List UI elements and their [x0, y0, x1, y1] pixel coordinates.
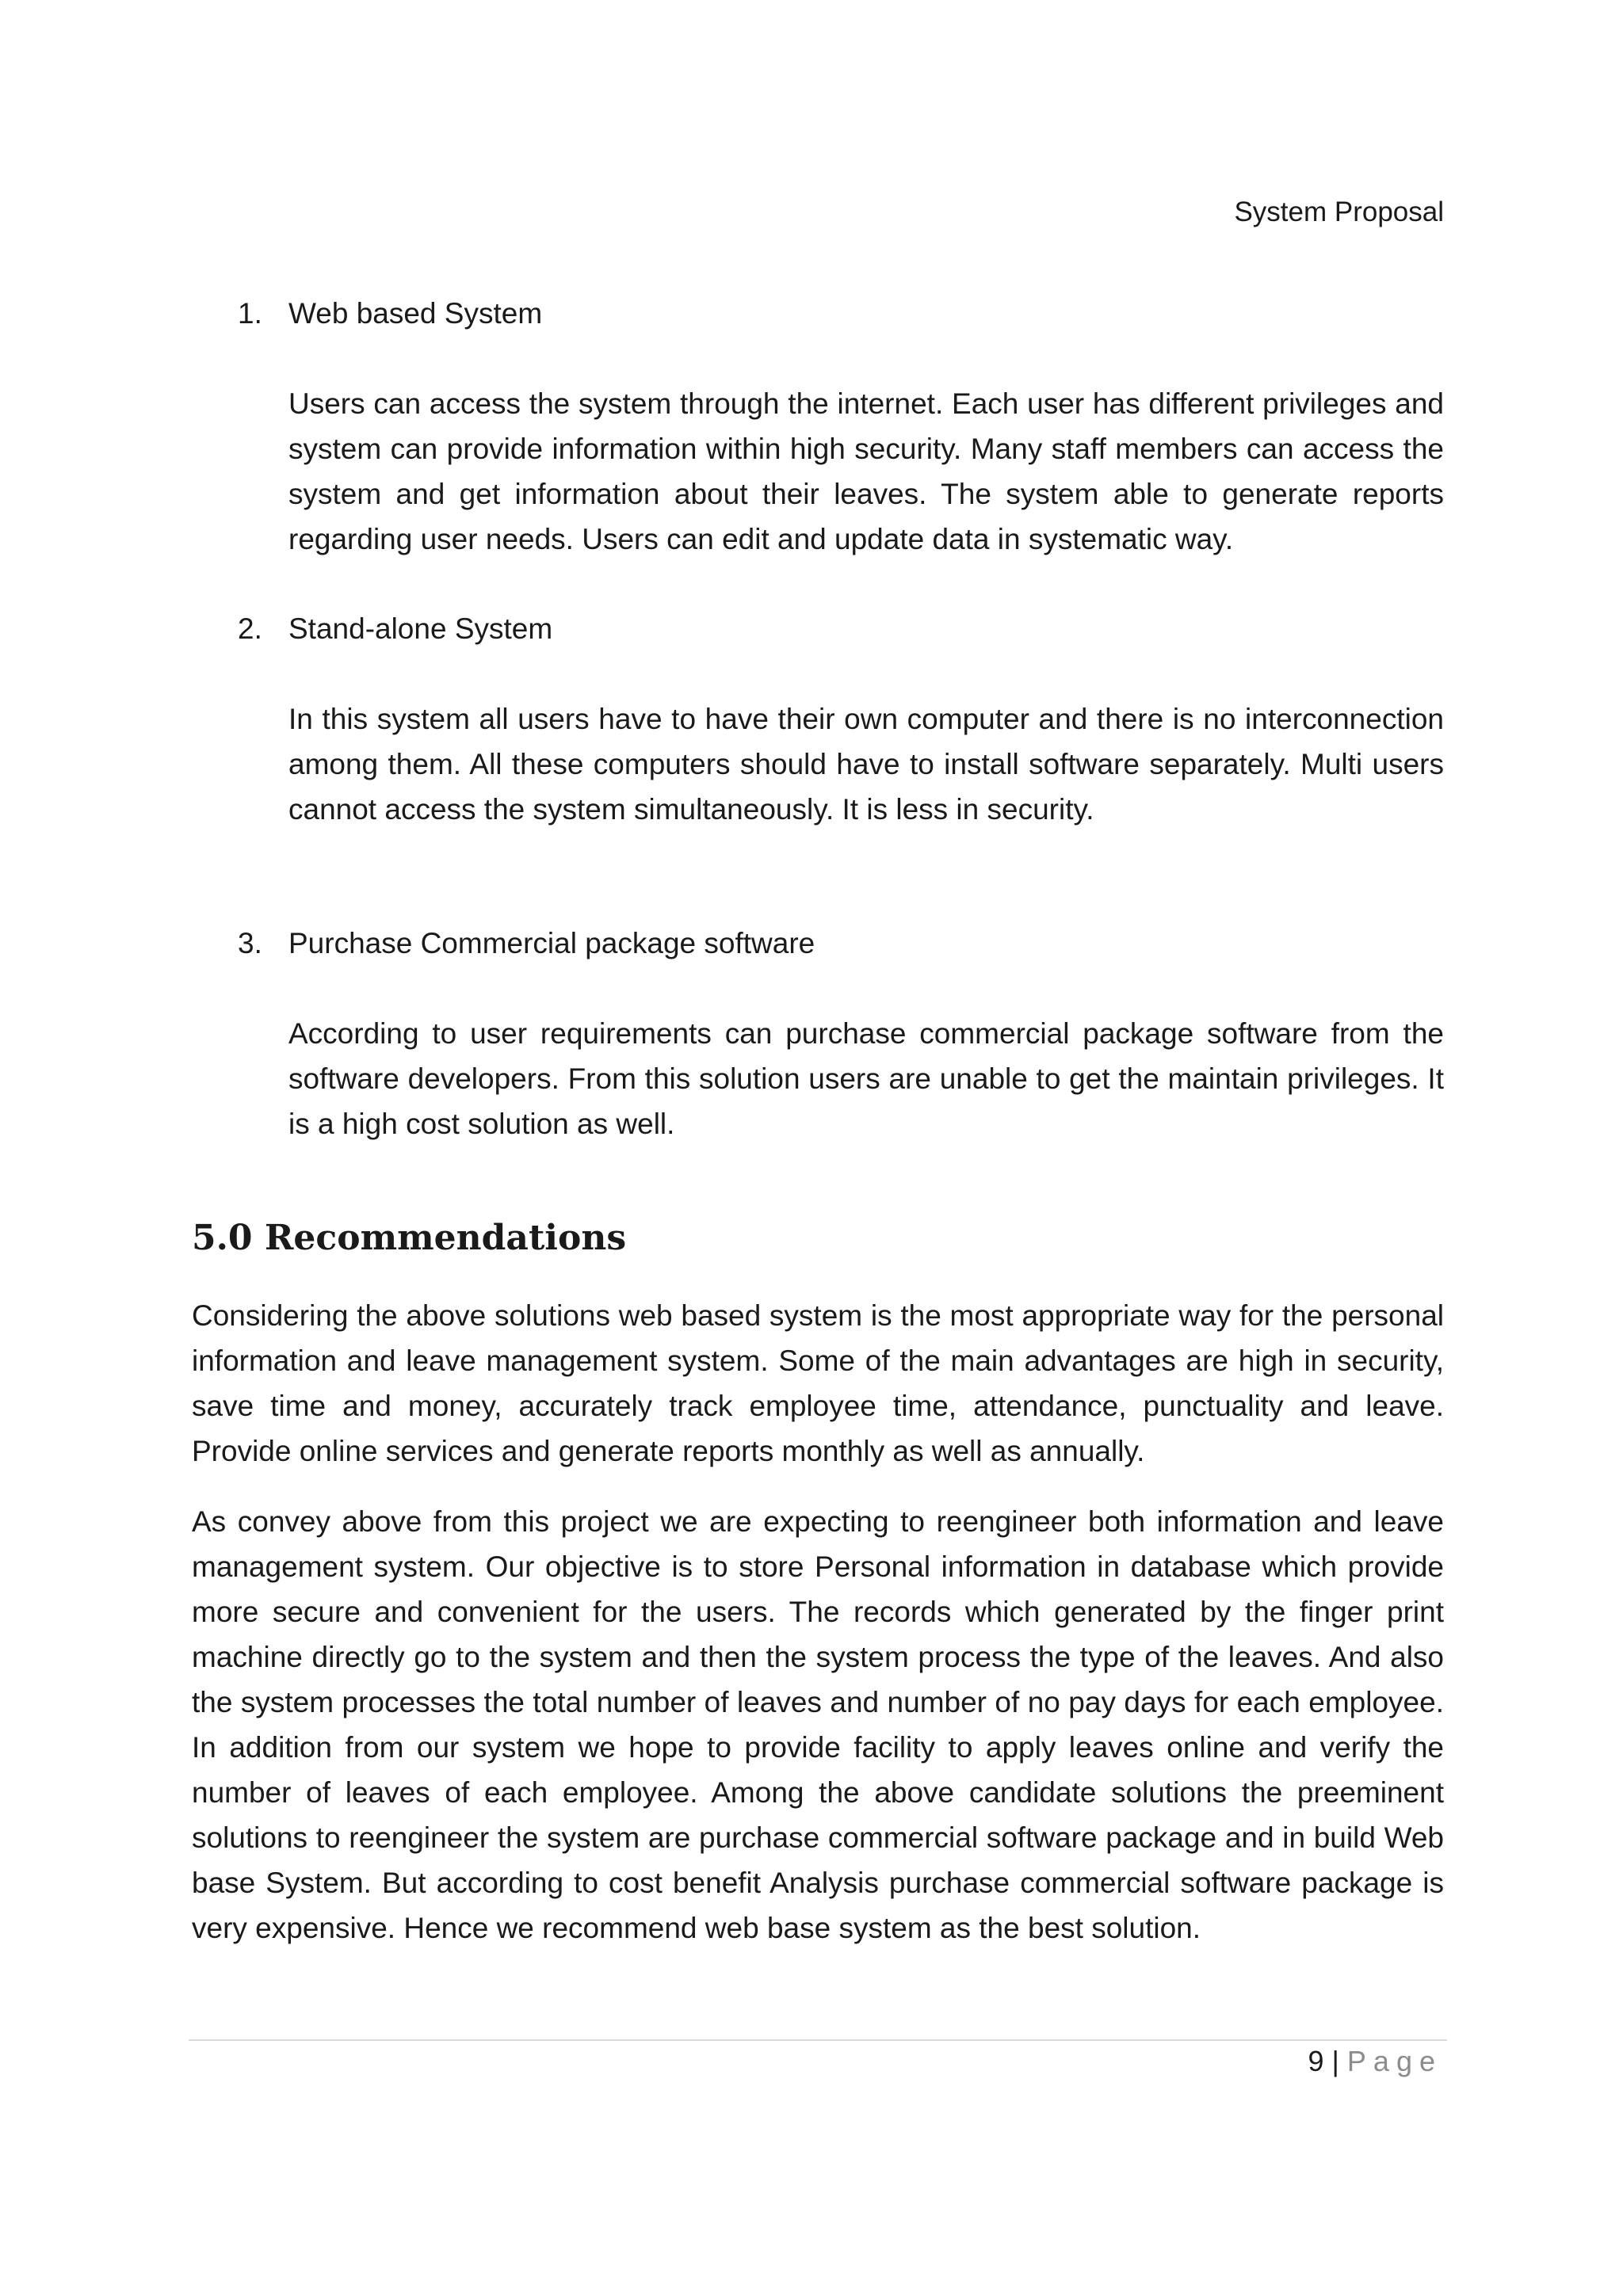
footer-divider — [189, 2039, 1447, 2041]
list-number: 1. — [238, 297, 262, 330]
footer-separator: | — [1331, 2045, 1339, 2077]
list-title: Purchase Commercial package software — [288, 927, 815, 959]
list-number: 2. — [238, 612, 262, 645]
recommendation-paragraph-2: As convey above from this project we are expecting to reengineer both information and leave management system. Our objective is to store Personal information in database which provide more secure and convenient for the users. The records which generated by the finger print machine directly go to the system and then the system process the type of the leaves. And also the system processes the total number of leaves and number of no pay days for each employee. In addition from our system we hope to provide facility to apply leaves online and verify the number of leaves of each employee. Among the above candidate solutions the preeminent solutions to reengineer the system are purchase commercial software package and in build Web base System. But according to cost benefit Analysis purchase commercial software package is very expensive. Hence we recommend web base system as the best solution. — [192, 1505, 1444, 1944]
list-body: Users can access the system through the internet. Each user has different privileges and system can provide information within high security. Many staff members can access the system and get information about their leaves. The system able to generate reports regarding user needs. Users can edit and update data in systematic way. — [288, 387, 1444, 555]
list-body: In this system all users have to have their own computer and there is no interconnection among them. All these computers should have to install software separately. Multi users cannot access the system simultaneously. It is less in security. — [288, 703, 1444, 826]
list-title: Stand-alone System — [288, 612, 553, 645]
page-label: Page — [1346, 2045, 1442, 2077]
page-number: 9 — [1308, 2045, 1324, 2077]
list-title: Web based System — [288, 297, 543, 330]
page-footer — [1308, 2042, 1443, 2081]
list-number: 3. — [238, 927, 262, 959]
section-heading-recommendations: 5.0 Recommendations — [192, 1218, 627, 1258]
running-header: System Proposal — [1234, 196, 1444, 227]
recommendation-paragraph-1: Considering the above solutions web based system is the most appropriate way for the personal information and leave management system. Some of the main advantages are high in security, save time and money, accurately track employee time, attendance, punctuality and leave. Provide online services and generate reports monthly as well as annually. — [192, 1299, 1444, 1467]
list-body: According to user requirements can purchase commercial package software from the software developers. From this solution users are unable to get the maintain privileges. It is a high cost solution as well. — [288, 1017, 1444, 1140]
